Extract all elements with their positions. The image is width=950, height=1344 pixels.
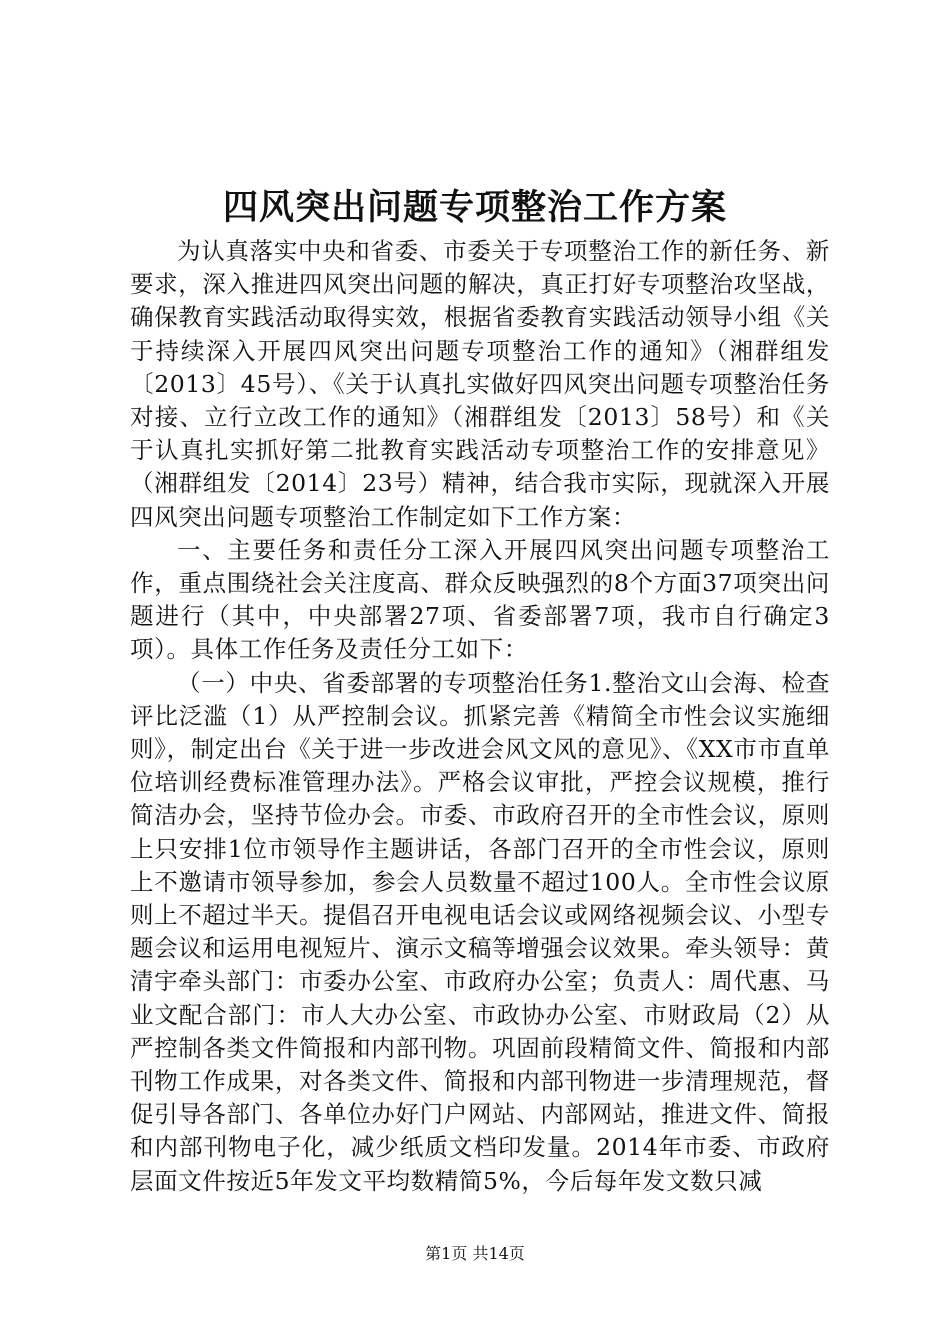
subsection-one-paragraph: （一）中央、省委部署的专项整治任务1.整治文山会海、检查评比泛滥（1）从严控制会议。抓紧完善《精简全市性会议实施细则》，制定出台《关于进一步改进会风文风的意见》、《XX市市直单位培训经费标准管理办法》。严格会议审批，严控会议规模，推行简洁办会，坚持节俭办会。市委、市政府召开的全市性会议，原则上只安排1位市领导作主题讲话，各部门召开的全市性会议，原则上不邀请市领导参加，参会人员数量不超过100人。全市性会议原则上不超过半天。提倡召开电视电话会议或网络视频会议、小型专题会议和运用电视短片、演示文稿等增强会议效果。牵头领导：黄清宇牵头部门：市委办公室、市政府办公室；负责人：周代惠、马业文配合部门：市人大办公室、市政协办公室、市财政局（2）从严控制各类文件简报和内部刊物。巩固前段精简文件、简报和内部刊物工作成果，对各类文件、简报和内部刊物进一步清理规范，督促引导各部门、各单位办好门户网站、内部网站，推进文件、简报和内部刊物电子化，减少纸质文档印发量。2014年市委、市政府层面文件按近5年发文平均数精简5%，今后每年发文数只减 [130, 668, 830, 1195]
section-one-paragraph: 一、主要任务和责任分工深入开展四风突出问题专项整治工作，重点围绕社会关注度高、群众反映强烈的8个方面37项突出问题进行（其中，中央部署27项、省委部署7项，我市自行确定3项）。具体工作任务及责任分工如下： [130, 535, 830, 664]
intro-paragraph: 为认真落实中央和省委、市委关于专项整治工作的新任务、新要求，深入推进四风突出问题的解决，真正打好专项整治攻坚战，确保教育实践活动取得实效，根据省委教育实践活动领导小组《关于持续深入开展四风突出问题专项整治工作的通知》（湘群组发〔2013〕45号）、《关于认真扎实做好四风突出问题专项整治任务对接、立行立改工作的通知》（湘群组发〔2013〕58号）和《关于认真扎实抓好第二批教育实践活动专项整治工作的安排意见》（湘群组发〔2014〕23号）精神，结合我市实际，现就深入开展四风突出问题专项整治工作制定如下工作方案： [130, 237, 830, 531]
page-number-footer: 第1页 共14页 [425, 1244, 525, 1263]
document-title: 四风突出问题专项整治工作方案 [222, 187, 727, 228]
document-body [130, 235, 830, 1198]
